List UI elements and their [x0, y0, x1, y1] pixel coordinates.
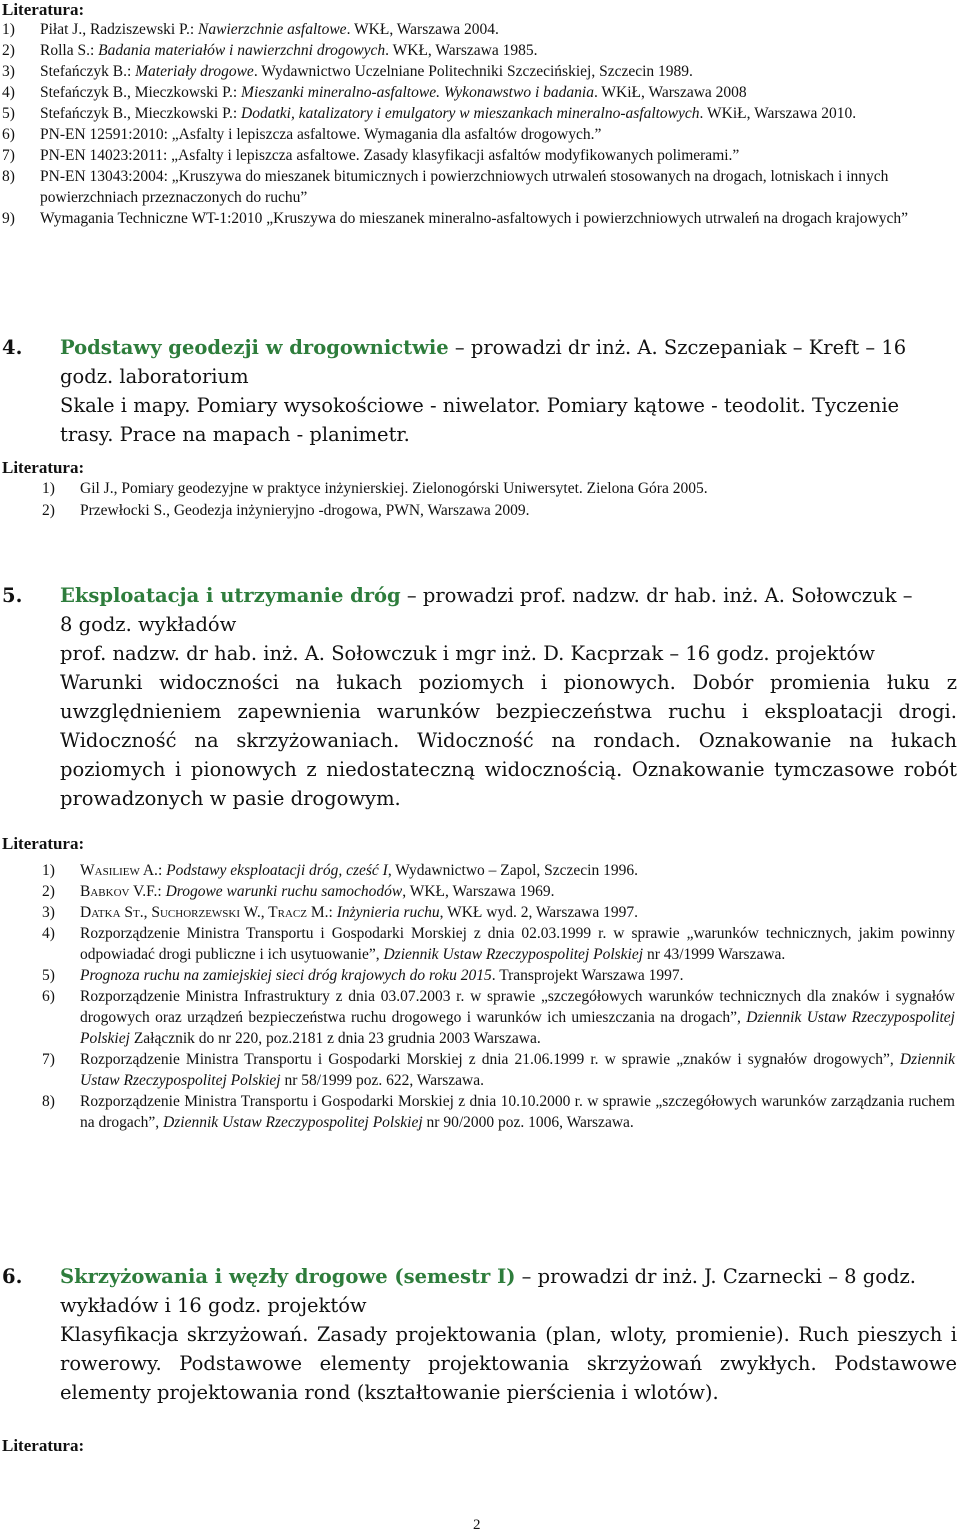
reference-text: . Wydawnictwo Uczelniane Politechniki Szczecińskiej, Szczecin 1989.: [253, 63, 693, 80]
reference-text: Stefańczyk B.:: [40, 63, 136, 80]
reference-item: [0, 40, 955, 61]
reference-author: Wasiliew A.: [80, 862, 158, 879]
reference-number: 1): [2, 21, 15, 38]
reference-text: Rozporządzenie Ministra Transportu i Gospodarki Morskiej z dnia 21.06.1999 r. w sprawie „znaków i sygnałów drogowych”,: [80, 1051, 900, 1068]
reference-number: 5): [2, 105, 15, 122]
reference-text: :: [157, 862, 167, 879]
section-6-lead: – prowadzi dr inż. J. Czarnecki – 8 godz. wykładów i 16 godz. projektów: [60, 1265, 916, 1317]
reference-text: . WKiŁ, Warszawa 2008: [593, 84, 747, 101]
reference-author: Babkov V.F.: [80, 883, 158, 900]
section-5-description: Warunki widoczności na łukach poziomych i pionowych. Dobór promienia łuku z uwzględnieniem zapewnienia warunków bezpieczeństwa ruchu i eksploatacji drogi. Widoczność na skrzyżowaniach. Widoczność na rondach. Oznakowanie na łukach poziomych i pionowych z niedostateczną widocznością. Oznakowanie tymczasowe robót prowadzonych w pasie drogowym.: [60, 671, 957, 810]
reference-number: 7): [42, 1051, 55, 1068]
reference-number: 9): [2, 210, 15, 227]
section-5-block: [2, 581, 957, 813]
reference-number: 6): [2, 126, 15, 143]
reference-text: nr 58/1999 poz. 622, Warszawa.: [280, 1072, 484, 1089]
reference-text: . Transprojekt Warszawa 1997.: [491, 967, 684, 984]
reference-title: Badania materiałów i nawierzchni drogowych: [98, 42, 386, 59]
literature-heading-5: Literatura:: [2, 834, 85, 853]
reference-title: Inżynieria ruchu: [336, 904, 440, 921]
section-4-number: 4.: [2, 336, 23, 359]
reference-number: 5): [42, 967, 55, 984]
reference-5-item: [40, 881, 955, 902]
reference-item: [0, 82, 955, 103]
reference-4-item: [40, 500, 955, 522]
section-5-title: Eksploatacja i utrzymanie dróg: [60, 584, 401, 607]
reference-number: 4): [2, 84, 15, 101]
reference-5-item: [40, 860, 955, 881]
reference-title: Dziennik Ustaw Rzeczypospolitej Polskiej: [80, 1051, 955, 1089]
literature-heading-6: Literatura:: [2, 1436, 85, 1455]
reference-5-item: [40, 1091, 955, 1133]
reference-number: 8): [2, 168, 15, 185]
section-4-title: Podstawy geodezji w drogownictwie: [60, 336, 449, 359]
reference-item: [0, 124, 955, 145]
reference-text: Piłat J., Radziszewski P.:: [40, 21, 199, 38]
section-4-lead: – prowadzi dr inż. A. Szczepaniak – Kreft – 16 godz. laboratorium: [60, 336, 907, 388]
reference-text: Stefańczyk B., Mieczkowski P.:: [40, 105, 242, 122]
reference-text: Przewłocki S., Geodezja inżynieryjno -drogowa, PWN, Warszawa 2009.: [80, 501, 530, 519]
reference-5-item: [40, 986, 955, 1049]
reference-5-item: [40, 923, 955, 965]
literature-heading: Literatura:: [2, 0, 85, 19]
reference-number: 2): [42, 883, 55, 900]
reference-number: 1): [42, 480, 55, 497]
reference-number: 2): [2, 42, 15, 59]
reference-number: 8): [42, 1093, 55, 1110]
section-5-lead: – prowadzi prof. nadzw. dr hab. inż. A. Sołowczuk – 8 godz. wykładów: [60, 584, 913, 636]
reference-text: PN-EN 12591:2010: „Asfalty i lepiszcza asfaltowe. Wymagania dla asfaltów drogowych.”: [40, 126, 602, 143]
reference-text: Załącznik do nr 220, poz.2181 z dnia 23 grudnia 2003 Warszawa.: [129, 1030, 541, 1047]
reference-title: Prognoza ruchu na zamiejskiej sieci dróg krajowych do roku 2015: [80, 967, 492, 984]
reference-title: Dziennik Ustaw Rzeczypospolitej Polskiej: [383, 946, 644, 963]
page-number: 2: [473, 1517, 481, 1533]
section-4-description: Skale i mapy. Pomiary wysokościowe - niwelator. Pomiary kątowe - teodolit. Tyczenie trasy. Prace na mapach - planimetr.: [60, 394, 900, 446]
reference-text: Gil J., Pomiary geodezyjne w praktyce inżynierskiej. Zielonogórski Uniwersytet. Zielona Góra 2005.: [80, 480, 708, 497]
reference-number: 6): [42, 988, 55, 1005]
reference-number: 1): [42, 862, 55, 879]
reference-text: :: [328, 904, 337, 921]
reference-text: :: [157, 883, 166, 900]
reference-text: . WKŁ, Warszawa 1985.: [385, 42, 538, 59]
reference-text: Rozporządzenie Ministra Transportu i Gospodarki Morskiej z dnia 02.03.1999 r. w sprawie „warunków technicznych, jakim powinny odpowiadać drogi publiczne i ich usytuowanie”,: [80, 925, 955, 963]
reference-number: 2): [42, 501, 55, 519]
reference-title: Podstawy eksploatacji dróg, cześć I: [166, 862, 388, 879]
reference-title: Materiały drogowe: [135, 63, 254, 80]
reference-title: Mieszanki mineralno-asfaltowe. Wykonawstwo i badania: [241, 84, 594, 101]
reference-text: . WKiŁ, Warszawa 2010.: [699, 105, 857, 122]
section-6-number: 6.: [2, 1265, 23, 1288]
reference-text: , Wydawnictwo – Zapol, Szczecin 1996.: [387, 862, 638, 879]
reference-item: [0, 145, 955, 166]
reference-5-item: [40, 902, 955, 923]
reference-item: [0, 208, 955, 229]
reference-text: Wymagania Techniczne WT-1:2010 „Kruszywa do mieszanek mineralno-asfaltowych i powierzchniowych utrwaleń na drogach krajowych”: [40, 210, 908, 227]
literature-heading-4: Literatura:: [2, 458, 85, 477]
reference-text: Rolla S.:: [40, 42, 99, 59]
reference-text: , WKŁ, Warszawa 1969.: [402, 883, 555, 900]
reference-5-item: [40, 965, 955, 986]
reference-5-item: [40, 1049, 955, 1091]
reference-list-top: [0, 19, 955, 229]
reference-item: [0, 103, 955, 124]
section-6-title: Skrzyżowania i węzły drogowe (semestr I): [60, 1265, 516, 1288]
reference-text: Rozporządzenie Ministra Infrastruktury z dnia 03.07.2003 r. w sprawie „szczegółowych warunków technicznych dla znaków i sygnałów drogowych oraz urządzeń bezpieczeństwa ruchu drogowego i warunków ich umieszczania na drogach”,: [80, 988, 955, 1026]
reference-list-4: [40, 478, 955, 521]
reference-list-5: [40, 860, 955, 1133]
section-6: [2, 1262, 957, 1407]
reference-title: Drogowe warunki ruchu samochodów: [165, 883, 403, 900]
reference-text: Stefańczyk B., Mieczkowski P.:: [40, 84, 242, 101]
reference-number: 3): [42, 904, 55, 921]
section-4: [2, 333, 957, 449]
reference-item: [0, 19, 955, 40]
reference-item: [0, 166, 955, 208]
reference-text: PN-EN 13043:2004: „Kruszywa do mieszanek bitumicznych i powierzchniowych utrwaleń stosowanych na drogach, lotniskach i innych powierzchniach przeznaczonych do ruchu”: [40, 168, 889, 206]
reference-text: nr 90/2000 poz. 1006, Warszawa.: [422, 1114, 634, 1131]
reference-title: Dziennik Ustaw Rzeczypospolitej Polskiej: [80, 1009, 955, 1047]
reference-text: , WKŁ wyd. 2, Warszawa 1997.: [439, 904, 638, 921]
reference-title: Nawierzchnie asfaltowe: [198, 21, 347, 38]
reference-text: . WKŁ, Warszawa 2004.: [346, 21, 499, 38]
reference-text: Rozporządzenie Ministra Transportu i Gospodarki Morskiej z dnia 10.10.2000 r. w sprawie „szczegółowych warunków zarządzania ruchem na drogach”,: [80, 1093, 955, 1131]
reference-title: Dodatki, katalizatory i emulgatory w mieszankach mineralno-asfaltowych: [241, 105, 700, 122]
reference-text: PN-EN 14023:2011: „Asfalty i lepiszcza asfaltowe. Zasady klasyfikacji asfaltów modyfikowanych polimerami.”: [40, 147, 740, 164]
reference-text: nr 43/1999 Warszawa.: [643, 946, 786, 963]
reference-title: Dziennik Ustaw Rzeczypospolitej Polskiej: [163, 1114, 423, 1131]
reference-number: 7): [2, 147, 15, 164]
section-5-lead-2: prof. nadzw. dr hab. inż. A. Sołowczuk i mgr inż. D. Kacprzak – 16 godz. projektów: [60, 642, 875, 665]
section-6-description: Klasyfikacja skrzyżowań. Zasady projektowania (plan, wloty, promienie). Ruch pieszych i rowerowy. Podstawowe elementy projektowania skrzyżowań zwykłych. Podstawowe elementy projektowania rond (kształtowanie pierścienia i wlotów).: [60, 1323, 957, 1404]
reference-item: [0, 61, 955, 82]
reference-author: Datka St., Suchorzewski W., Tracz M.: [80, 904, 329, 921]
reference-4-item: [40, 478, 955, 500]
reference-number: 4): [42, 925, 55, 942]
section-5-number: 5.: [2, 584, 23, 607]
reference-number: 3): [2, 63, 15, 80]
